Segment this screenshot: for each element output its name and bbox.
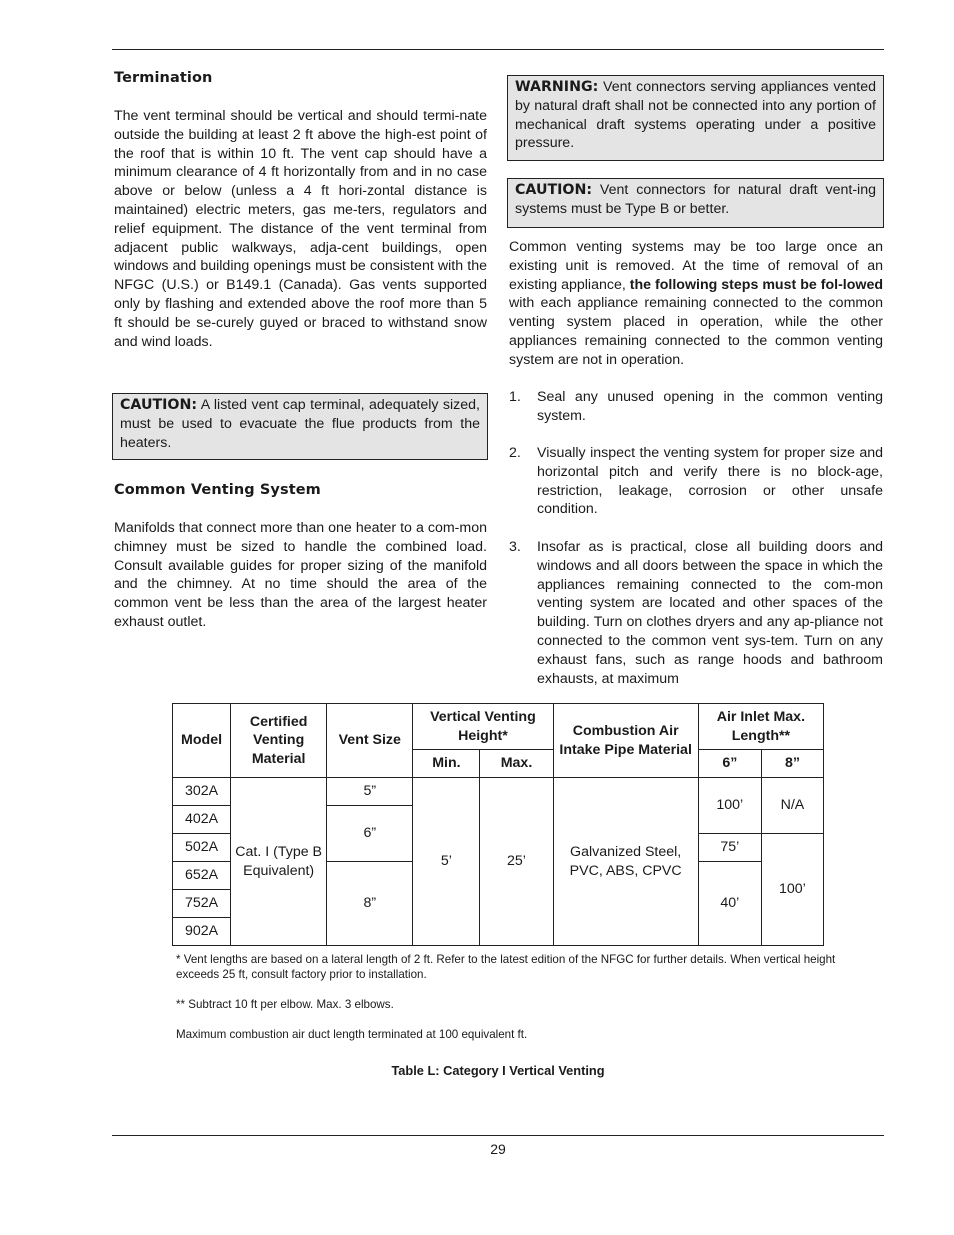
six-cell: 75’ — [698, 834, 761, 862]
header-air-inlet: Air Inlet Max. Length** — [698, 704, 823, 750]
table-note-1: * Vent lengths are based on a lateral length of 2 ft. Refer to the latest edition of the NFGC for further details. When vertical height exceeds 25 ft, consult factory prior to installation. — [176, 953, 836, 981]
step-text: Insofar as is practical, close all building doors and windows and all doors between the space in which the appliances remaining connected to the com-mon venting system are located and other spaces of the building. Turn on clothes dryers and any ap-pliance not connected to the common vent sys-tem. Turn on any exhaust fans, such as range hoods and bathroom exhausts, at maximum — [537, 539, 883, 687]
warning-box — [507, 75, 884, 161]
table-note-2: ** Subtract 10 ft per elbow. Max. 3 elbows. — [176, 998, 394, 1011]
step-number: 2. — [509, 445, 521, 461]
warning-label: WARNING: — [515, 79, 599, 95]
list-item — [509, 444, 883, 519]
intro-text-b: with each appliance remaining connected to the common venting system placed in operation, while the other appliances remaining connected to the common venting system are not in operation. — [509, 295, 883, 368]
header-max: Max. — [480, 750, 553, 778]
model-cell: 752A — [173, 890, 231, 918]
min-cell: 5’ — [413, 778, 480, 946]
eight-cell: 100’ — [761, 834, 823, 946]
model-cell: 502A — [173, 834, 231, 862]
list-item — [509, 388, 883, 426]
model-cell: 652A — [173, 862, 231, 890]
caution-text: A listed vent cap terminal, adequately sized, must be used to evacuate the flue products from the heaters. — [120, 397, 480, 451]
model-cell: 302A — [173, 778, 231, 806]
intro-text-bold: the following steps must be fol-lowed — [629, 276, 884, 293]
table-caption: Table L: Category I Vertical Venting — [391, 1063, 605, 1078]
combustion-cell: Galvanized Steel, PVC, ABS, CPVC — [553, 778, 698, 946]
page-number: 29 — [490, 1141, 506, 1157]
six-cell: 40’ — [698, 862, 761, 946]
caution-box-right — [507, 178, 884, 228]
step-text: Visually inspect the venting system for proper size and horizontal pitch and verify there is no block-age, restriction, leakage, corrosion or other unsafe condition. — [537, 445, 883, 518]
header-six: 6” — [698, 750, 761, 778]
six-cell: 100’ — [698, 778, 761, 834]
model-cell: 402A — [173, 806, 231, 834]
list-item — [509, 538, 883, 688]
table-note-3: Maximum combustion air duct length terminated at 100 equivalent ft. — [176, 1028, 528, 1041]
header-eight: 8” — [761, 750, 823, 778]
header-min: Min. — [413, 750, 480, 778]
venting-table — [172, 703, 824, 946]
caution-label: CAUTION: — [120, 397, 198, 413]
step-text: Seal any unused opening in the common venting system. — [537, 389, 883, 424]
vent-size-cell: 8” — [327, 862, 413, 946]
bottom-rule — [112, 1135, 884, 1136]
header-vent-size: Vent Size — [327, 704, 413, 778]
warning-text: Vent connectors serving appliances vented by natural draft shall not be connected into any portion of mechanical draft systems operating under a positive pressure. — [515, 79, 876, 152]
vent-size-cell: 6” — [327, 806, 413, 862]
caution-label-right: CAUTION: — [515, 182, 593, 198]
step-number: 1. — [509, 389, 521, 405]
header-combustion: Combustion Air Intake Pipe Material — [553, 704, 698, 778]
termination-paragraph: The vent terminal should be vertical and should termi-nate outside the building at least 2 ft above the high-est point of the roof that is within 10 ft. The vent cap should have a minimum clearance of 4 ft horizontally from and in no case above or below (unless a 4 ft hori-zontal distance is maintained) electric meters, gas me-ters, regulators and relief equipment. The distance of the vent terminal from adjacent public walkways, adja-cent buildings, open windows and building openings must be consistent with the NFGC (U.S.) or B149.1 (Canada). Gas vents supported only by flashing and extended above the roof more than 5 ft should be se-curely guyed or braced to withstand snow and wind loads. — [114, 108, 487, 350]
caution-box-left — [112, 393, 488, 460]
model-cell: 902A — [173, 918, 231, 946]
common-venting-intro — [509, 238, 883, 370]
top-rule — [112, 49, 884, 50]
eight-cell: N/A — [761, 778, 823, 834]
intro-text-a: Common venting systems may be too large once an existing unit is removed. At the time of removal of an existing appliance, — [509, 239, 883, 293]
common-venting-heading: Common Venting System — [114, 482, 321, 498]
step-number: 3. — [509, 539, 521, 555]
header-vertical: Vertical Venting Height* — [413, 704, 553, 750]
header-material: Certified Venting Material — [231, 704, 327, 778]
header-model: Model — [173, 704, 231, 778]
common-venting-paragraph: Manifolds that connect more than one heater to a com-mon chimney must be sized to handle the combined load. Consult available guides for proper sizing of the manifold and the chimney. At no time should the area of the common vent be less than the area of the largest heater exhaust outlet. — [114, 520, 487, 630]
table-row — [173, 778, 824, 806]
max-cell: 25’ — [480, 778, 553, 946]
caution-text-right: Vent connectors for natural draft vent-ing systems must be Type B or better. — [515, 182, 876, 217]
vent-size-cell: 5” — [327, 778, 413, 806]
termination-heading: Termination — [114, 70, 213, 86]
material-cell: Cat. I (Type B Equivalent) — [231, 778, 327, 946]
